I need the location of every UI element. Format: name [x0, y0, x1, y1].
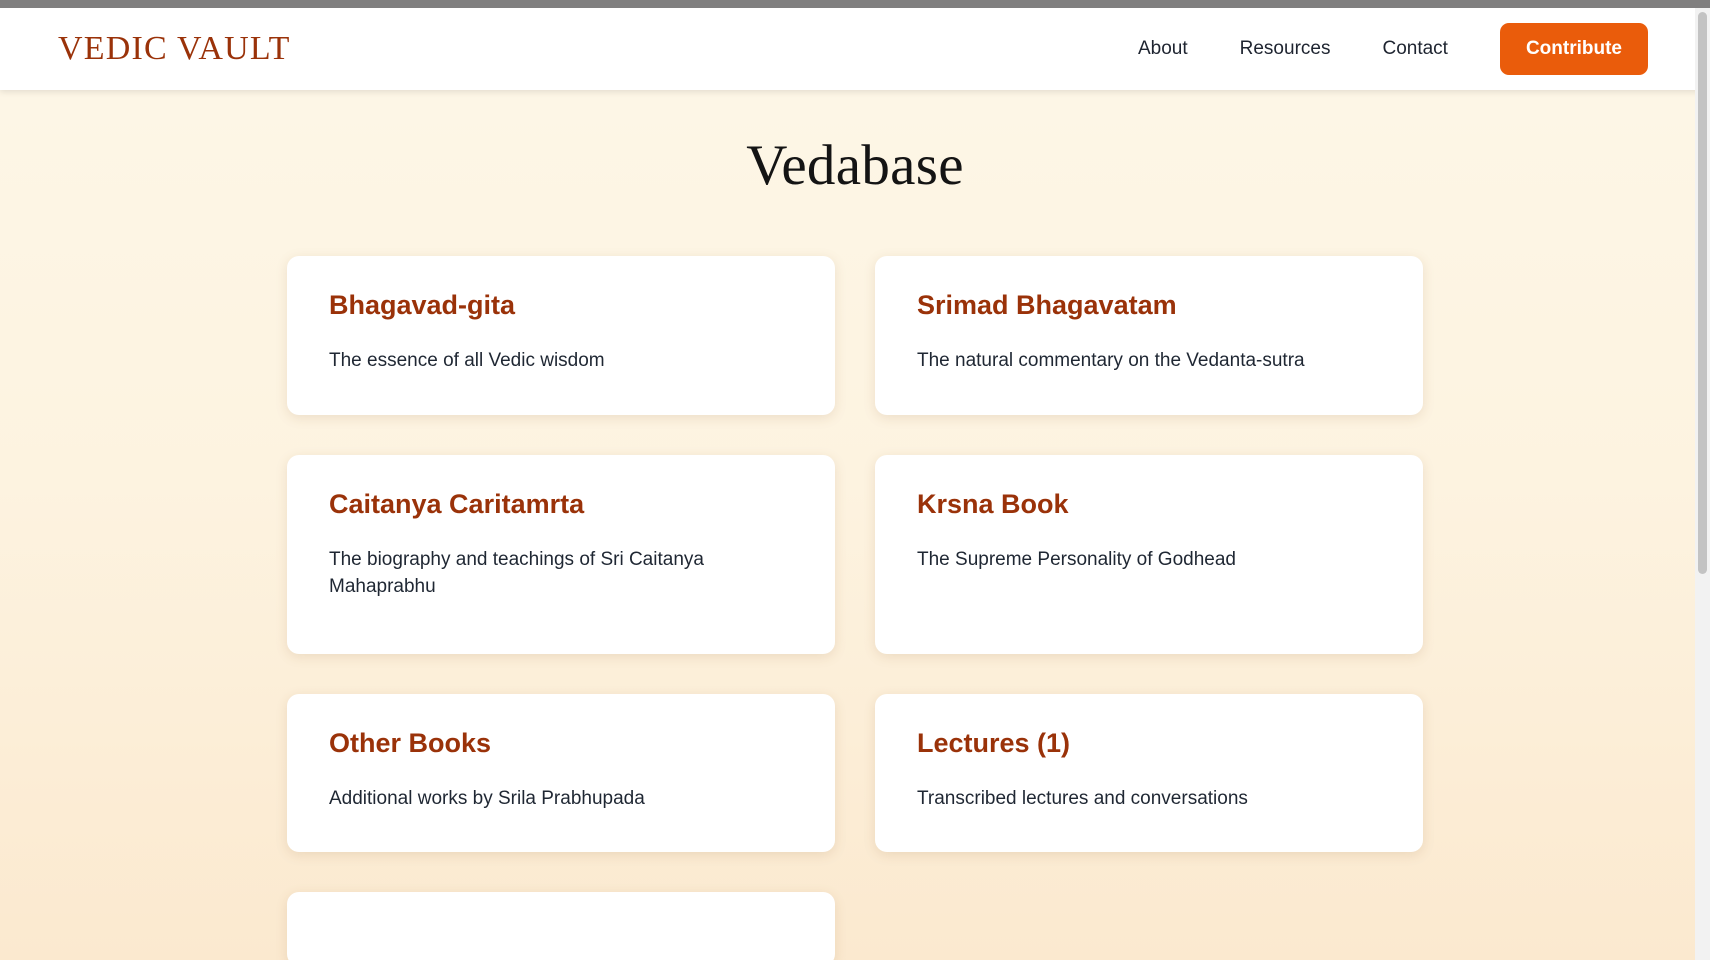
- page-title: Vedabase: [746, 134, 964, 197]
- card-title: Lectures (1): [917, 727, 1071, 758]
- page-body: [0, 90, 1710, 960]
- nav-item-about[interactable]: About: [1137, 38, 1188, 59]
- nav-item-resources[interactable]: Resources: [1239, 38, 1331, 59]
- vedabase-card-grid: [287, 256, 1423, 960]
- contribute-button[interactable]: Contribute: [1500, 23, 1648, 75]
- nav-item-contact[interactable]: Contact: [1382, 38, 1448, 59]
- card-description: The Supreme Personality of Godhead: [917, 548, 1236, 570]
- site-header: [0, 8, 1710, 90]
- card-krsna-book[interactable]: [875, 455, 1423, 654]
- card-description: The natural commentary on the Vedanta-sutra: [917, 350, 1305, 371]
- card-description: The essence of all Vedic wisdom: [329, 350, 605, 371]
- card-title: Srimad Bhagavatam: [917, 290, 1177, 320]
- card-caitanya-caritamrta[interactable]: [287, 455, 835, 654]
- card-bhagavad-gita[interactable]: [287, 256, 835, 415]
- card-description: The biography and teachings of Sri Caitanya Mahaprabhu: [329, 548, 704, 598]
- card-srimad-bhagavatam[interactable]: [875, 256, 1423, 415]
- site-logo[interactable]: VEDIC VAULT: [58, 30, 291, 67]
- card-title: Other Books: [329, 727, 492, 758]
- card-lectures[interactable]: [875, 694, 1423, 853]
- card-description: Transcribed lectures and conversations: [917, 787, 1248, 809]
- browser-viewport: [0, 8, 1710, 960]
- card-other-books[interactable]: [287, 694, 835, 853]
- card-title: Krsna Book: [917, 488, 1069, 519]
- scrollbar-thumb[interactable]: [1698, 12, 1707, 574]
- card-next-partial[interactable]: [287, 892, 835, 960]
- vertical-scrollbar[interactable]: [1695, 8, 1710, 960]
- card-title: Caitanya Caritamrta: [329, 488, 585, 519]
- card-description: Additional works by Srila Prabhupada: [329, 787, 645, 809]
- main-nav: [1112, 23, 1648, 75]
- card-title: Bhagavad-gita: [329, 290, 516, 320]
